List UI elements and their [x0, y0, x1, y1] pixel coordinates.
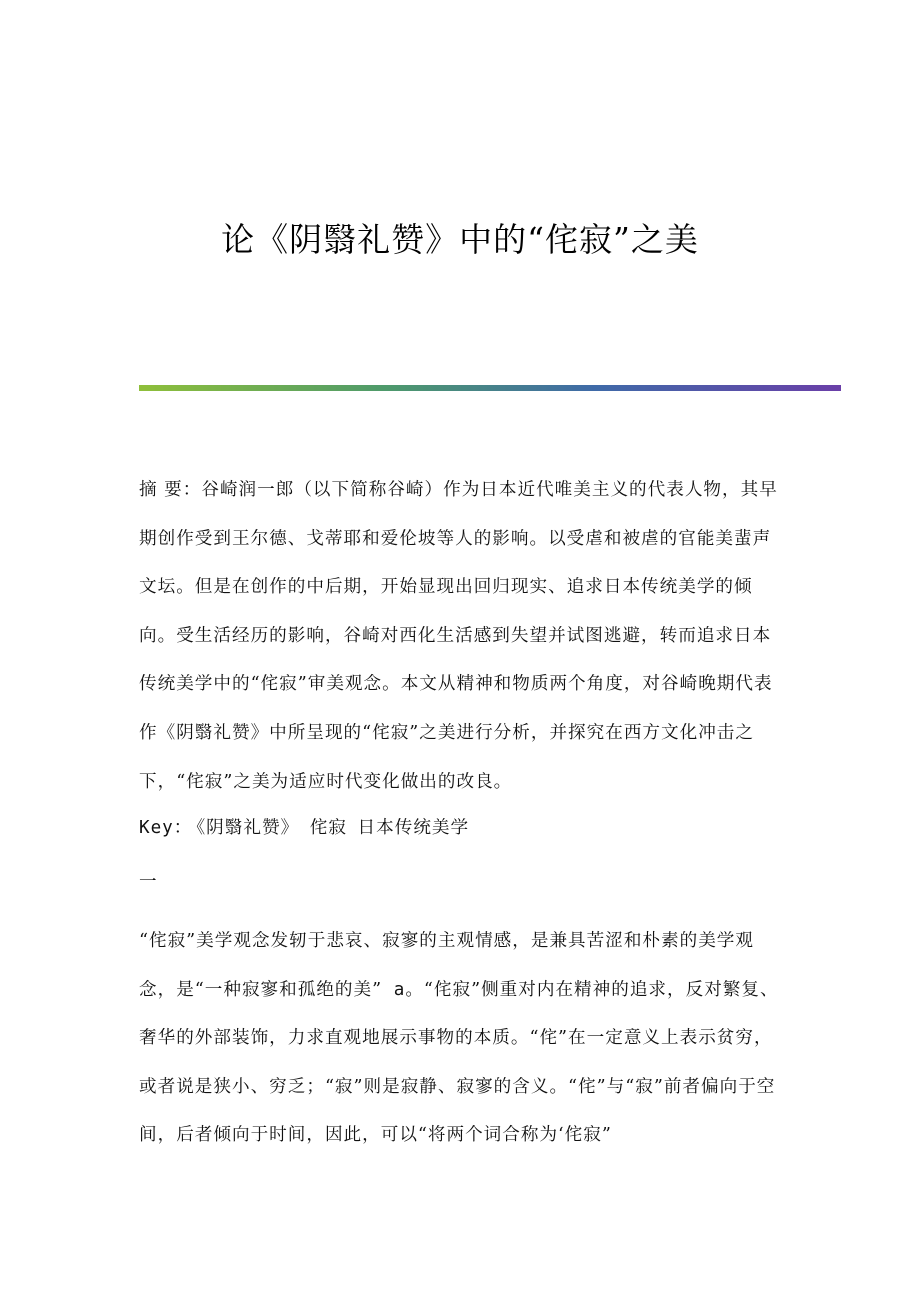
keywords-line	[139, 808, 779, 848]
abstract-paragraph: 摘 要：谷崎润一郎（以下简称谷崎）作为日本近代唯美主义的代表人物，其早期创作受到王尔德、戈蒂耶和爱伦坡等人的影响。以受虐和被虐的官能美蜚声文坛。但是在创作的中后期，开始显现出回归现实、追求日本传统美学的倾向。受生活经历的影响，谷崎对西化生活感到失望并试图逃避，转而追求日本传统美学中的“侘寂”审美观念。本文从精神和物质两个角度，对谷崎晚期代表作《阴翳礼赞》中所呈现的“侘寂”之美进行分析，并探究在西方文化冲击之下，“侘寂”之美为适应时代变化做出的改良。	[139, 480, 778, 792]
keyword-item: 侘寂	[309, 818, 347, 838]
keywords-label: Key：	[139, 818, 193, 838]
body-paragraph	[139, 917, 779, 1160]
document-title: 论《阴翳礼赞》中的“侘寂”之美	[221, 220, 699, 259]
keyword-item: 日本传统美学	[357, 818, 470, 838]
footnote-marker: a	[382, 979, 406, 1000]
keyword-item: 《阴翳礼赞》	[196, 818, 300, 838]
section-number: 一	[139, 872, 157, 892]
title-divider	[139, 385, 841, 391]
paragraph-text-part-1: “侘寂”美学观念发轫于悲哀、寂寥的主观情感，是兼具苦涩和朴素的美学观念，是“一种寂寥和孤绝的美”	[139, 931, 754, 1000]
paragraph-text-part-2: 。“侘寂”侧重对内在精神的追求，反对繁复、奢华的外部装饰，力求直观地展示事物的本质。“侘”在一定意义上表示贫穷，或者说是狭小、穷乏；“寂”则是寂静、寂寥的含义。“侘”与“寂”前者偏向于空间，后者倾向于时间，因此，可以“将两个词合称为‘侘寂”	[139, 979, 779, 1146]
